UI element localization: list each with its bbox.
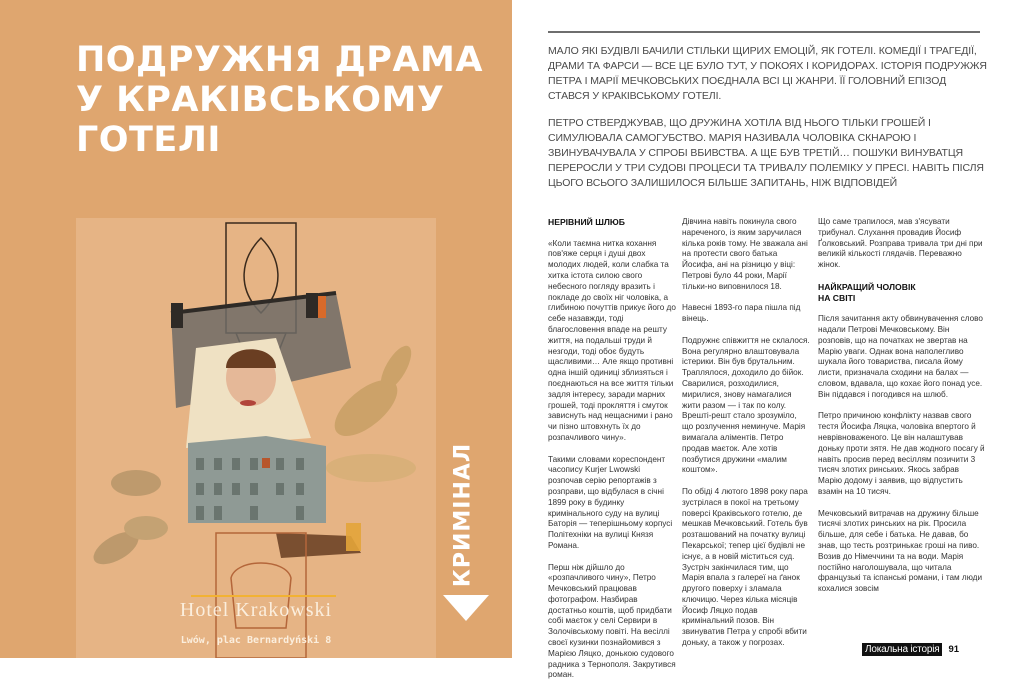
text-column-2 [682, 217, 810, 660]
body-paragraph: По обіді 4 лютого 1898 року пара зустрілася в покої на третьому поверсі Краківського готелю, де мешкав Мечковський. Готель був розташований на початку вулиці Пекарської; тепер цієї будівлі не існує, а в новій міститься суд. Зустріч закінчилася тим, що Марія впала з галереї на ґанок другого поверху і зламала ключицю. Через кілька місяців Йосиф Ляцко подав кримінальний позов. Він звинуватив Петра у спробі вбити доньку, а також у погрозах. [682, 486, 808, 648]
hotel-collage-illustration [76, 218, 436, 658]
body-paragraph: Навесні 1893-го пара пішла під вінець. [682, 303, 801, 324]
lead-paragraph: ПЕТРО СТВЕРДЖУВАВ, ЩО ДРУЖИНА ХОТІЛА ВІД НЬОГО ТІЛЬКИ ГРОШЕЙ І СИМУЛЮВАЛА САМОГУБСТВО. МАРІЯ НАЗИВАЛА ЧОЛОВІКА СКНАРОЮ І ЗВИНУВАЧУВАЛА У СПРОБІ ВБИВСТВА. А ЩЕ БУВ ТРЕТІЙ… ПОШУКИ ВИНУВАТЦЯ ПЕРЕРОСЛИ У ТРИ СУДОВІ ПРОЦЕСИ ТА ТРИВАЛУ ПОЛЕМІКУ У ПРЕСІ. НАВІТЬ ПІСЛЯ ЦЬОГО ВСЬОГО ЗАЛИШИЛОСЯ БІЛЬШЕ ЗАПИТАНЬ, НІЖ ВІДПОВІДЕЙ [548, 117, 984, 189]
text-column-1 [548, 217, 676, 692]
section-label [438, 442, 488, 588]
article-lead [548, 44, 988, 203]
magazine-logo: Локальна історія [862, 643, 942, 656]
title-line: ГОТЕЛІ [76, 120, 221, 160]
page-footer [862, 642, 959, 656]
body-paragraph: «Коли таємна нитка кохання пов'яже серця і душі двох молодих людей, коли слабка та хитка істота силою свого небесного погляду вразить і покладе до своїх ніг чоловіка, а глибиною почуттів прикує його до себе назавжди, тоді благословення впаде на решту життя, на подальші труди й незгоди, тоді обоє будуть щасливими… Але якщо противні одна іншій одиниці зблизяться і поєднаються на все життя тільки задля інтересу, заради марних грошей, тоді прокляття і смуток зависнуть над нещасними і рано чи пізно штовхнуть їх до розпачливого чину». [548, 238, 676, 442]
article-title [76, 40, 483, 160]
page-number: 91 [948, 643, 960, 655]
triangle-down-icon [443, 595, 489, 621]
caption-rule [191, 595, 336, 597]
section-label-text: КРИМІНАЛ [450, 442, 476, 588]
title-line: ПОДРУЖНЯ ДРАМА [76, 40, 483, 80]
left-page [0, 0, 512, 658]
image-caption-address: Lwów, plac Bernardyński 8 [180, 635, 332, 646]
body-paragraph: Що саме трапилося, мав з'ясувати трибунал. Слухання провадив Йосиф Ґолковський. Розправа тривала три дні при великій кількості глядачів. Переважно жінок. [818, 217, 983, 270]
image-caption-hotel-name: Hotel Krakowski [179, 599, 333, 621]
title-line: У КРАКІВСЬКОМУ [76, 80, 445, 120]
hotel-building-photo [188, 436, 326, 523]
body-paragraph: Мечковський витрачав на дружину більше тисячі злотих ринських на рік. Просила більше, для себе і батька. Не давав, бо знав, що тесть розтринькає гроші на пиво. Возив до Німеччини та на води. Марія постійно наголошувала, що читала французькі та іспанські романи, і там люди кохалися зовсім [818, 508, 983, 594]
body-paragraph: Після зачитання акту обвинувачення слово надали Петрові Мечковському. Він розповів, що на початках не звертав на Марію уваги. Однак вона наполегливо шукала його товариства, писала йому листи, призначала сходини на балах — словом, вдавала, що кохає його понад усе. Він піддався і погодився на шлюб. [818, 314, 983, 399]
top-divider [548, 31, 980, 33]
body-paragraph: Петро причиною конфлікту назвав свого тестя Йосифа Ляцка, чоловіка впертого й неврівноваженого. Це він налаштував доньку проти зятя. Не дав жодного посагу й навіть просив перед весіллям позичити 3 тисяч злотих ринських. Якось забрав Марію додому і заявив, що відпустить взамін на 10 тисяч. [818, 411, 985, 496]
subheading: НЕРІВНИЙ ШЛЮБ [548, 217, 625, 227]
text-column-3 [818, 217, 985, 606]
body-paragraph: Перш ніж дійшло до «розпачливого чину», Петро Мечковський працював фотографом. Назбирав достатньо коштів, щоб придбати собі маєток у селі Сервири в Золочівському повіті. На весіллі своєї кузинки познайомився з Марією Ляцко, донькою судового радника з Тернополя. Закрутився роман. [548, 562, 676, 680]
body-paragraph: Подружнє співжиття не склалося. Вона регулярно влаштовувала істерики. Він був брутальним. Траплялося, доходило до бійок. Сварилися, розходилися, мирилися, знову намагалися жити разом — і так по колу. Врешті-решт стало зрозуміло, що розлучення неминуче. Марія вимагала аліментів. Петро продав маєток. Але хотів позбутися дружини «малим коштом». [682, 335, 810, 475]
subheading: НАЙКРАЩИЙ ЧОЛОВІК НА СВІТІ [818, 281, 916, 303]
lead-paragraph: МАЛО ЯКІ БУДІВЛІ БАЧИЛИ СТІЛЬКИ ЩИРИХ ЕМОЦІЙ, ЯК ГОТЕЛІ. КОМЕДІЇ І ТРАГЕДІЇ, ДРАМИ ТА ФАРСИ — ВСЕ ЦЕ БУЛО ТУТ, У ПОКОЯХ І КОРИДОРАХ. ІСТОРІЯ ПОДРУЖЖЯ ПЕТРА І МАРІЇ МЕЧКОВСЬКИХ ПОЄДНАЛА ВСІ ЦІ ЖАНРИ. ЇЇ ГОЛОВНИЙ ЕПІЗОД СТАВСЯ У КРАКІВСЬКОМУ ГОТЕЛІ. [548, 45, 987, 102]
collage-artwork [76, 218, 436, 658]
body-paragraph: Дівчина навіть покинула свого нареченого, із яким заручилася кілька років тому. Не зважала ані на протести свого батька Йосифа, ані на різницю у віці: Петрові було 44 роки, Марії тільки-но виповнилося 18. [682, 217, 808, 291]
body-paragraph: Такими словами кореспондент часопису Kurjer Lwowski розпочав серію репортажів з розправи, що відбулася в січні 1899 року в будинку кримінального суду на вулиці Баторія — теперішньому корпусі Політехніки на вулиці Князя Романа. [548, 454, 673, 550]
